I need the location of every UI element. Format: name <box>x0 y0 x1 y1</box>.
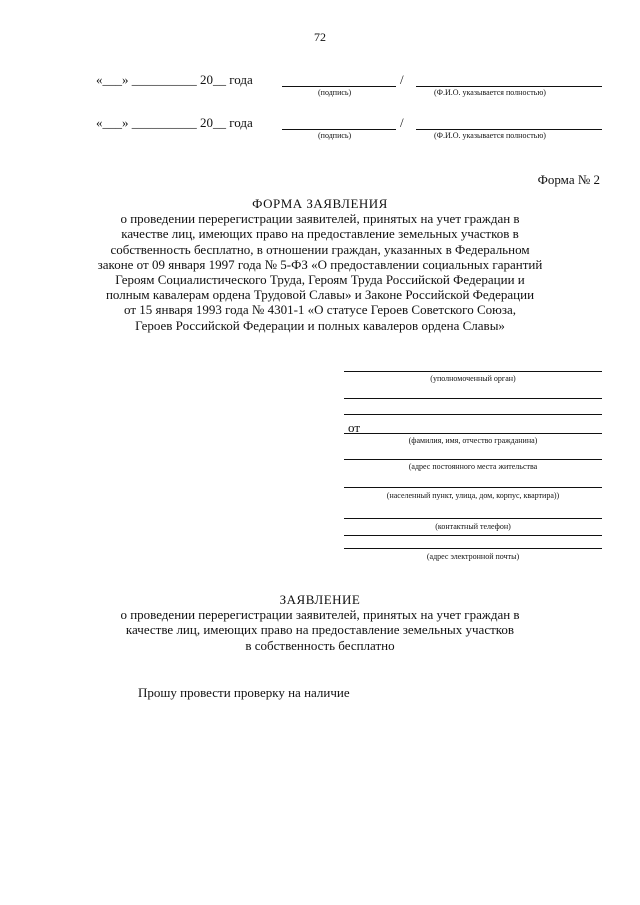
email-line-1 <box>344 535 602 536</box>
signature-line <box>282 86 396 87</box>
body-text: Прошу провести проверку на наличие <box>138 685 350 700</box>
address-details-line <box>344 487 602 488</box>
form-title-heading: ФОРМА ЗАЯВЛЕНИЯ <box>252 196 388 211</box>
address-details-caption: (населенный пункт, улица, дом, корпус, квартира)) <box>386 491 560 500</box>
full-name-line <box>416 86 602 87</box>
addressee-block <box>344 360 602 570</box>
statement-line: о проведении перерегистрации заявителей, принятых на учет граждан в <box>120 607 520 623</box>
email-line-2 <box>344 548 602 549</box>
statement-block <box>60 592 580 653</box>
form-title-line: собственность бесплатно, в отношении граждан, указанных в Федеральном <box>110 241 530 257</box>
statement-line: в собственность бесплатно <box>245 637 395 653</box>
authority-line <box>344 371 602 372</box>
authority-caption: (уполномоченный орган) <box>430 374 516 383</box>
separator-slash: / <box>400 115 404 130</box>
form-title-line: полным кавалерам ордена Трудовой Славы» и Законе Российской Федерации <box>105 287 535 303</box>
form-title-block <box>60 196 580 333</box>
full-name-caption: (Ф.И.О. указывается полностью) <box>434 131 546 140</box>
full-name-caption: (Ф.И.О. указывается полностью) <box>434 88 546 97</box>
form-title-line: о проведении перерегистрации заявителей, принятых на учет граждан в <box>120 211 520 227</box>
address-line <box>344 459 602 460</box>
date-field: «___» __________ 20__ года <box>96 72 253 87</box>
address-caption: (адрес постоянного места жительства <box>408 462 538 471</box>
form-title-line: от 15 января 1993 года № 4301-1 «О статусе Героев Советского Союза, <box>124 302 516 318</box>
form-title-line: качестве лиц, имеющих право на предоставление земельных участков в <box>121 226 519 242</box>
authority-line-3 <box>344 414 602 415</box>
separator-slash: / <box>400 72 404 87</box>
applicant-name-caption: (фамилия, имя, отчество гражданина) <box>408 436 538 445</box>
signature-line <box>282 129 396 130</box>
signature-row-2 <box>96 115 606 139</box>
phone-line <box>344 518 602 519</box>
statement-heading: ЗАЯВЛЕНИЕ <box>279 592 361 607</box>
email-caption: (адрес электронной почты) <box>426 552 520 561</box>
phone-caption: (контактный телефон) <box>435 522 511 531</box>
form-title-line: Героям Социалистического Труда, Героям Труда Российской Федерации и <box>115 272 525 288</box>
form-title-line: Героев Российской Федерации и полных кавалеров ордена Славы» <box>135 317 505 333</box>
form-number: Форма № 2 <box>537 172 600 187</box>
signature-caption: (подпись) <box>318 88 352 97</box>
date-field: «___» __________ 20__ года <box>96 115 253 130</box>
signature-row-1 <box>96 72 606 96</box>
page-number: 72 <box>314 30 326 44</box>
authority-line-2 <box>344 398 602 399</box>
full-name-line <box>416 129 602 130</box>
from-label: от <box>348 420 361 435</box>
signature-caption: (подпись) <box>318 131 352 140</box>
applicant-name-line <box>344 433 602 434</box>
statement-line: качестве лиц, имеющих право на предоставление земельных участков <box>125 622 515 638</box>
form-title-line: законе от 09 января 1997 года № 5-ФЗ «О предоставлении социальных гарантий <box>97 256 543 272</box>
